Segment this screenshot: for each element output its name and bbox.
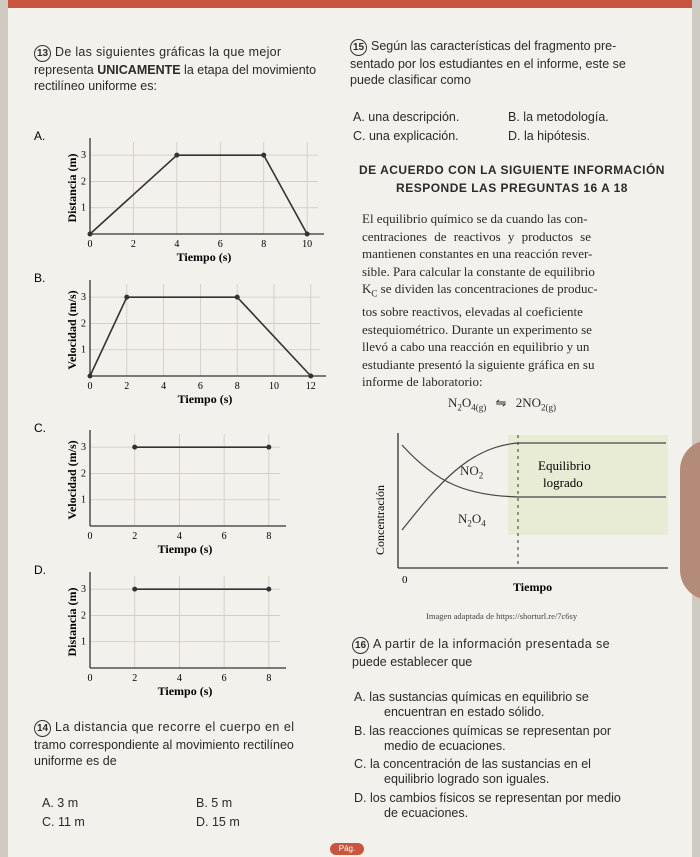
option-text: 15 m (211, 815, 240, 829)
option-text: la metodología. (523, 110, 609, 124)
reading-line: sible. Para calcular la constante de equilibrio (362, 263, 595, 279)
question-14 (34, 719, 334, 769)
option-letter: D. (508, 129, 521, 143)
n2o4-sub: 2 (467, 518, 472, 529)
reading-line: tos sobre reactivos, elevadas al coeficiente (362, 304, 583, 320)
question-number: 15 (350, 39, 367, 56)
reaction-equation (448, 395, 556, 413)
x-tick-label: 4 (174, 239, 180, 250)
reading-line: informe de laboratorio: (362, 374, 483, 390)
info-header (352, 163, 672, 195)
y-tick-label: 2 (81, 176, 86, 188)
y-axis-label: Velocidad (m/s) (65, 290, 79, 370)
y-tick-label: 3 (81, 150, 86, 162)
x-axis-label: Tiempo (s) (177, 392, 233, 406)
data-point (174, 153, 179, 158)
data-point (261, 153, 266, 158)
x-tick-label: 4 (161, 381, 167, 392)
thumb-shape (680, 440, 700, 600)
x-tick-label: 8 (234, 381, 240, 392)
eq-part: N (448, 395, 458, 410)
x-tick-label: 0 (87, 381, 93, 392)
x-tick-label: 2 (130, 239, 136, 250)
x-tick-label: 12 (305, 381, 316, 392)
chart-option-b[interactable] (32, 270, 337, 410)
question-number: 16 (352, 637, 369, 654)
y-tick-label: 1 (81, 636, 86, 648)
q14-option-c[interactable] (42, 815, 85, 829)
image-source: Imagen adaptada de https://shorturl.re/7c6sy (426, 611, 578, 621)
x-axis-label: Tiempo (s) (157, 684, 213, 698)
option-text: las sustancias químicas en equilibrio se (369, 690, 589, 704)
chart-svg (32, 128, 337, 268)
q15-option-c[interactable] (353, 129, 459, 143)
eq-x-label: Tiempo (513, 580, 553, 594)
q14-line: tramo correspondiente al movimiento rectilíneo (34, 738, 294, 752)
data-point (308, 374, 313, 379)
eq-part: 2NO (515, 395, 541, 410)
kc-subscript: C (371, 288, 378, 299)
y-tick-label: 3 (81, 584, 86, 596)
x-tick-label: 2 (124, 381, 130, 392)
option-text: una explicación. (368, 129, 459, 143)
q16-option-d[interactable] (354, 791, 674, 821)
option-letter: A. (42, 796, 54, 810)
top-color-bar (8, 0, 692, 8)
chart-option-d[interactable] (32, 562, 337, 702)
q15-line: sentado por los estudiantes en el informe, este se (350, 57, 626, 71)
data-point (88, 232, 93, 237)
q15-option-a[interactable] (353, 110, 459, 124)
q16-option-a[interactable] (354, 690, 674, 720)
q15-line: puede clasificar como (350, 73, 471, 87)
equilibrium-chart-svg (368, 425, 678, 600)
data-point (305, 232, 310, 237)
y-axis-label: Distancia (m) (65, 587, 79, 657)
reading-passage (362, 210, 662, 391)
reading-line-kc (362, 280, 662, 303)
eq-sub: 2 (457, 402, 462, 413)
chart-option-c[interactable] (32, 420, 337, 560)
option-text: 11 m (57, 815, 85, 829)
equilibrium-chart (368, 425, 678, 600)
equilibrium-region (508, 435, 668, 535)
option-letter: B. (508, 110, 520, 124)
q16-option-c[interactable] (354, 757, 674, 787)
eq-part: O (461, 395, 472, 410)
chart-svg (32, 562, 337, 702)
x-tick-label: 6 (197, 381, 203, 392)
question-16 (352, 636, 672, 670)
q15-option-d[interactable] (508, 129, 590, 143)
y-tick-label: 1 (81, 202, 86, 214)
data-point (132, 587, 137, 592)
reading-line: mantienen constantes en una reacción rever- (362, 246, 593, 261)
q14-line: uniforme es de (34, 754, 117, 768)
eq-label-1: Equilibrio (538, 458, 591, 473)
option-text: encuentran en estado sólido. (384, 705, 545, 719)
option-letter: A. (354, 690, 366, 704)
n2o4-text: N (458, 511, 468, 526)
chart-svg (32, 420, 337, 560)
q14-option-a[interactable] (42, 796, 78, 810)
option-letter: A. (353, 110, 365, 124)
n2o4-sub: 4 (481, 518, 486, 529)
series-line (90, 155, 307, 234)
x-tick-label: 0 (87, 531, 93, 542)
x-axis-label: Tiempo (s) (157, 542, 213, 556)
x-tick-label: 8 (266, 673, 272, 684)
option-letter: D. (196, 815, 209, 829)
q14-option-b[interactable] (196, 796, 232, 810)
y-tick-label: 3 (81, 292, 86, 304)
chart-letter: C. (34, 421, 46, 435)
chart-letter: D. (34, 563, 46, 577)
q13-bold: UNICAMENTE (97, 63, 181, 77)
reading-line: centraciones de reactivos y productos se (362, 228, 592, 244)
option-text: 5 m (211, 796, 233, 810)
x-tick-label: 4 (176, 673, 182, 684)
n2o4-label (458, 511, 486, 529)
q13-line: De las siguientes gráficas la que mejor (55, 45, 282, 59)
eq-sub: 4(g) (471, 402, 487, 413)
option-text: equilibrio logrado son iguales. (384, 772, 550, 786)
data-point (88, 374, 93, 379)
y-axis-label: Velocidad (m/s) (65, 440, 79, 520)
reading-line: El equilibrio químico se da cuando las con- (362, 211, 588, 226)
info-header-line: DE ACUERDO CON LA SIGUIENTE INFORMACIÓN (359, 163, 665, 177)
data-point (132, 445, 137, 450)
no2-sub: 2 (478, 470, 484, 481)
q16-line: A partir de la información presentada se (373, 637, 610, 651)
option-letter: B. (354, 724, 366, 738)
data-point (266, 587, 271, 592)
x-tick-label: 6 (221, 531, 227, 542)
option-text: 3 m (57, 796, 79, 810)
option-text: medio de ecuaciones. (384, 739, 506, 753)
x-tick-label: 10 (269, 381, 279, 392)
y-axis-label: Distancia (m) (65, 153, 79, 223)
kc-symbol: K (362, 281, 372, 296)
y-tick-label: 2 (81, 468, 86, 480)
data-point (266, 445, 271, 450)
option-letter: C. (354, 757, 367, 771)
eq-label-2: logrado (543, 475, 583, 490)
no2-text: NO (460, 463, 479, 478)
option-text: de ecuaciones. (384, 806, 469, 820)
q14-line: La distancia que recorre el cuerpo en el (55, 720, 295, 734)
y-tick-label: 1 (81, 344, 86, 356)
x-tick-label: 6 (217, 239, 223, 250)
question-13 (34, 44, 334, 94)
option-letter: D. (354, 791, 367, 805)
y-tick-label: 3 (81, 442, 86, 454)
chart-option-a[interactable] (32, 128, 337, 268)
q13-line: la etapa del movimiento (180, 63, 317, 77)
equilibrium-arrow-icon: ⇋ (495, 395, 507, 410)
x-tick-label: 0 (87, 673, 93, 684)
question-number: 13 (34, 45, 51, 62)
question-15 (350, 38, 670, 88)
chart-svg (32, 270, 337, 410)
x-tick-label: 2 (132, 673, 138, 684)
option-letter: C. (42, 815, 55, 829)
option-text: la hipótesis. (523, 129, 590, 143)
n2o4-text: O (471, 511, 482, 526)
reading-line: estudiante presentó la siguiente gráfica en su (362, 356, 595, 372)
x-tick-label: 10 (302, 239, 313, 250)
option-text: las reacciones químicas se representan por (369, 724, 612, 738)
q16-option-b[interactable] (354, 724, 674, 754)
info-header-line: RESPONDE LAS PREGUNTAS 16 A 18 (396, 181, 628, 195)
q15-line: Según las características del fragmento pre- (371, 39, 617, 53)
q13-line: representa (34, 63, 98, 77)
reading-line: estequiométrico. Durante un experimento se (362, 321, 592, 337)
x-tick-label: 6 (221, 673, 227, 684)
eq-y-label: Concentración (373, 485, 387, 555)
reading-line: llevó a cabo una reacción en equilibrio y un (362, 339, 590, 355)
question-number: 14 (34, 720, 51, 737)
y-tick-label: 1 (81, 494, 86, 506)
eq-sub: 2(g) (540, 402, 556, 413)
exam-page (8, 0, 692, 857)
q13-line: rectilíneo uniforme es: (34, 79, 157, 93)
q15-option-b[interactable] (508, 110, 609, 124)
option-text: la concentración de las sustancias en el (369, 757, 591, 771)
y-tick-label: 2 (81, 610, 86, 622)
eq-origin: 0 (402, 574, 408, 586)
x-tick-label: 2 (132, 531, 138, 542)
option-text: una descripción. (368, 110, 460, 124)
page-number-badge: Pág. (330, 843, 364, 855)
option-text: los cambios físicos se representan por medio (369, 791, 621, 805)
q16-line: puede establecer que (352, 655, 473, 669)
x-tick-label: 8 (266, 531, 272, 542)
option-letter: C. (353, 129, 366, 143)
data-point (124, 295, 129, 300)
x-tick-label: 0 (87, 239, 93, 250)
x-tick-label: 4 (176, 531, 182, 542)
chart-letter: B. (34, 271, 46, 285)
data-point (235, 295, 240, 300)
no2-label (460, 463, 483, 481)
option-letter: B. (196, 796, 208, 810)
y-tick-label: 2 (81, 318, 86, 330)
q14-option-d[interactable] (196, 815, 240, 829)
chart-letter: A. (34, 129, 46, 143)
reading-line: se dividen las concentraciones de produc- (377, 281, 598, 296)
x-tick-label: 8 (261, 239, 267, 250)
x-axis-label: Tiempo (s) (176, 250, 232, 264)
